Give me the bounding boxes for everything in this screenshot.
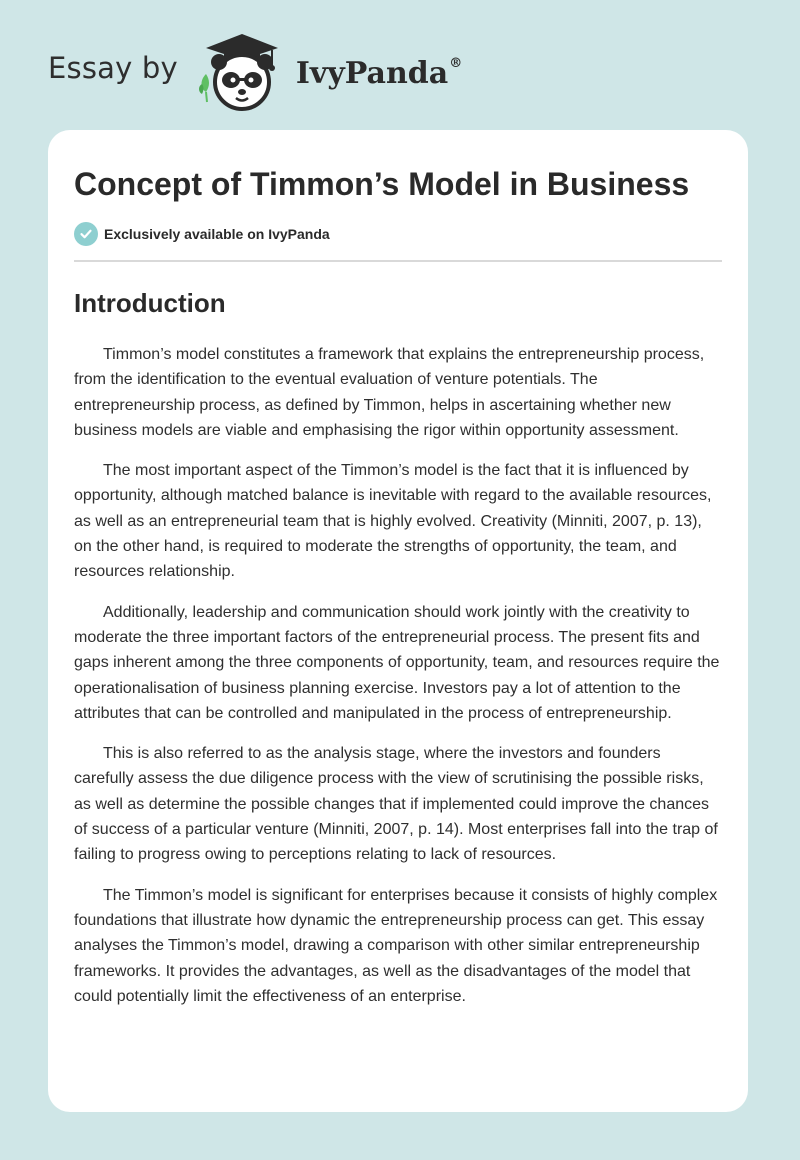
paragraph: The Timmon’s model is significant for enterprises because it consists of highly complex foundations that illustrate how dynamic the entrepreneurship process can get. This essay analyses the Timmon’s model, drawing a comparison with other similar entrepreneurship frameworks. It provides the advantages, as well as the disadvantages of the model that could potentially limit the effectiveness of an enterprise. [74,886,718,1005]
brand-name[interactable] [296,56,462,91]
exclusive-badge [74,222,722,246]
site-header [48,30,462,114]
paragraph: Timmon’s model constitutes a framework that explains the entrepreneurship process, from the identification to the eventual evaluation of venture potentials. The entrepreneurship process, as defined by Timmon, helps in ascertaining whether new business models are viable and emphasising the rigor within opportunity assessment. [74,346,705,439]
paragraph: This is also referred to as the analysis stage, where the investors and founders carefully assess the due diligence process with the view of scrutinising the possible risks, as well as determine the possible changes that if implemented could improve the chances of success of a particular venture (Minniti, 2007, p. 14). Most enterprises fall into the trap of failing to progress owing to perceptions relating to lack of resources. [74,745,718,864]
registered-mark: ® [449,55,463,71]
essay-by-label: Essay by [48,51,178,85]
panda-graduate-icon[interactable] [192,30,292,114]
section-heading-introduction: Introduction [74,288,226,318]
essay-title: Concept of Timmon’s Model in Business [74,166,690,202]
paragraph: Additionally, leadership and communication should work jointly with the creativity to moderate the three important factors of the entrepreneurial process. The present fits and gaps inherent among the three components of opportunity, team, and resources require the operationalisation of business planning exercise. Investors pay a lot of attention to the attributes that can be controlled and manipulated in the process of entrepreneurship. [74,603,720,722]
title-divider [74,260,722,262]
exclusive-badge-label: Exclusively available on IvyPanda [104,226,330,242]
brand-text: IvyPanda [295,55,449,91]
check-circle-icon [74,222,98,246]
essay-card [48,130,748,1112]
paragraph: The most important aspect of the Timmon’s model is the fact that it is influenced by opportunity, although matched balance is inevitable with regard to the available resources, as well as an entrepreneurial team that is highly evolved. Creativity (Minniti, 2007, p. 13), on the other hand, is required to moderate the strengths of opportunity, the team, and resources relationship. [74,462,712,581]
